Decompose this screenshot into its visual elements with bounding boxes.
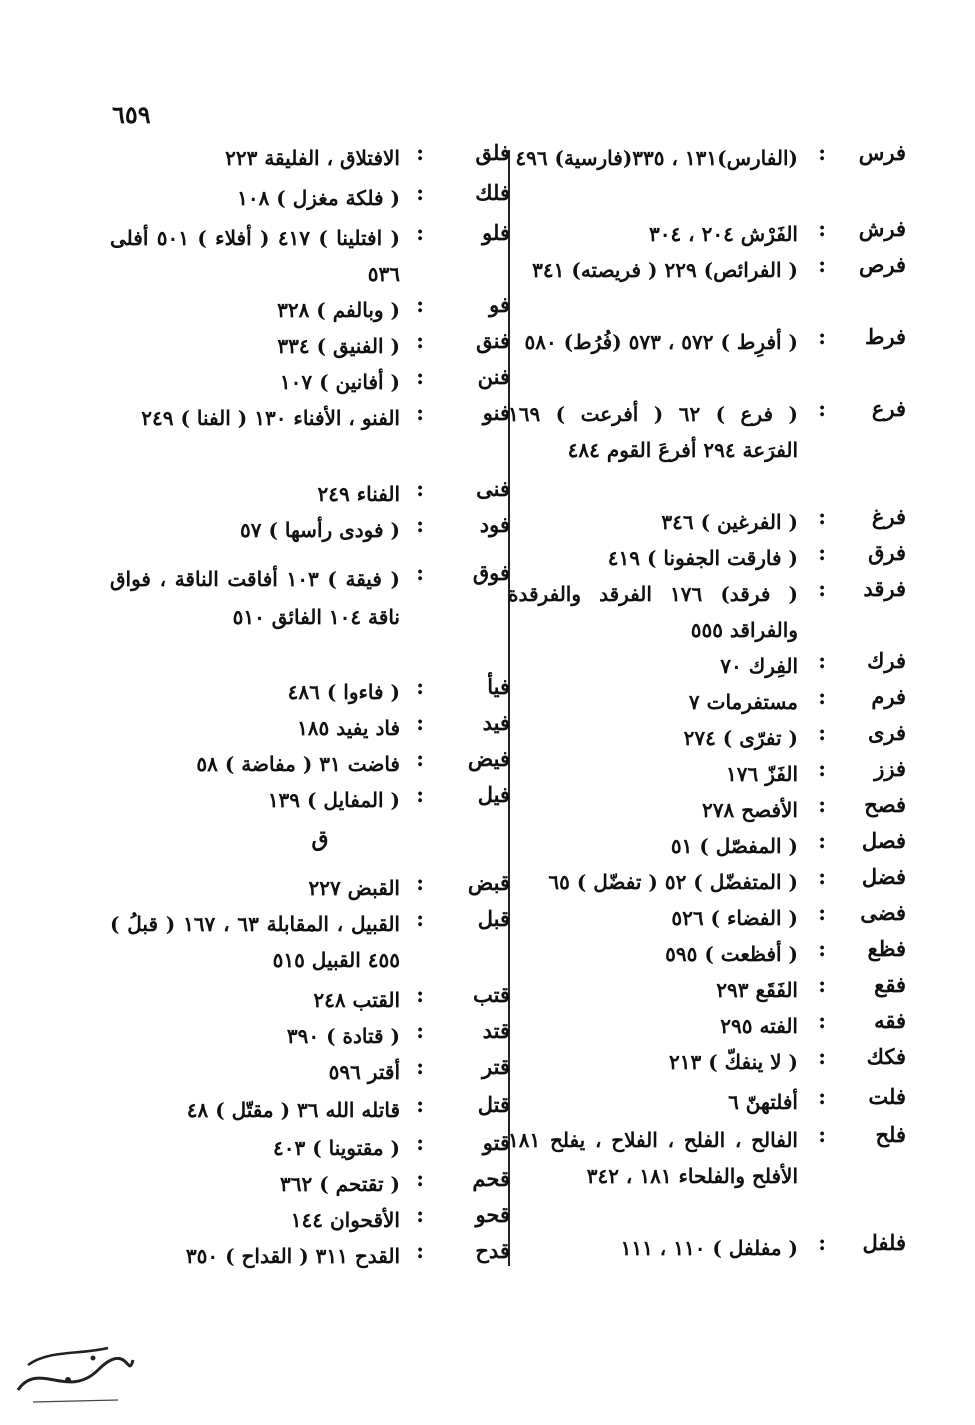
entry-root: فرص: [858, 252, 906, 277]
entry-root: قتر: [482, 1054, 510, 1079]
entry-colon: :: [818, 252, 826, 277]
entry-text: ( الفرائص) ٢٢٩ ( فريصته) ٣٤١: [532, 258, 798, 282]
entry-root: فلت: [868, 1084, 906, 1109]
entry-colon: :: [416, 140, 424, 165]
library-stamp-logo: [8, 1330, 138, 1410]
entry-colon: :: [416, 1130, 424, 1155]
entry-text: (الفارس)١٣١ ، ٣٣٥(فارسية) ٤٩٦: [515, 146, 798, 170]
entry-root: فنو: [482, 400, 510, 425]
entry-root: فرغ: [871, 504, 906, 529]
entry-root: فضل: [861, 864, 906, 889]
entry-colon: :: [818, 1084, 826, 1109]
entry-root: فرقد: [863, 576, 906, 601]
entry-colon: :: [818, 900, 826, 925]
entry-text: ( مفلفل ) ١١٠ ، ١١١: [620, 1236, 798, 1260]
entry-root: فلك: [475, 180, 510, 205]
entry-text: فاد يفيد ١٨٥: [297, 716, 400, 740]
entry-text: ( فرقد) ١٧٦ الفرقد والفرقدة والفراقد ٥٥٥: [508, 582, 798, 642]
entry-root: قتد: [482, 1018, 510, 1043]
entry-root: فرش: [858, 216, 906, 241]
entry-text: ( فيقة ) ١٠٣ أفاقت الناقة ، فواق ناقة ١٠٤ الفائق ٥١٠: [110, 567, 401, 629]
entry-colon: :: [818, 1122, 826, 1147]
entry-text: الفِرك ٧٠: [720, 654, 798, 678]
entry-colon: :: [416, 364, 424, 389]
entry-colon: :: [818, 792, 826, 817]
entry-colon: :: [416, 560, 424, 585]
entry-text: ( تقتحم ) ٣٦٢: [280, 1172, 400, 1196]
entry-text: ( المتفضّل ) ٥٢ ( تفضّل ) ٦٥: [548, 870, 798, 894]
entry-text: الفته ٢٩٥: [720, 1014, 798, 1038]
entry-root: فلق: [475, 140, 510, 165]
entry-root: قتب: [473, 982, 510, 1007]
entry-text: مستفرمات ٧: [688, 690, 798, 714]
entry-colon: :: [818, 504, 826, 529]
entry-text: ( أفظعت ) ٥٩٥: [665, 942, 798, 966]
entry-text: الفَزّ ١٧٦: [726, 762, 798, 786]
entry-colon: :: [416, 400, 424, 425]
entry-colon: :: [416, 1238, 424, 1263]
section-letter: ق: [311, 826, 329, 852]
entry-text: ( وبالفم ) ٣٢٨: [277, 298, 400, 322]
entry-root: فلفل: [862, 1230, 906, 1255]
entry-text: الافتلاق ، الفليقة ٢٢٣: [225, 146, 400, 170]
entry-text: القبيل ، المقابلة ٦٣ ، ١٦٧ ( قبلُ ) ٤٥٥ القبيل ٥١٥: [110, 912, 400, 972]
entry-root: قحو: [475, 1202, 510, 1227]
entry-colon: :: [416, 328, 424, 353]
entry-root: فضى: [860, 900, 906, 925]
entry-root: قتل: [477, 1092, 510, 1117]
entry-root: فيأ: [487, 674, 510, 699]
entry-root: فرك: [867, 648, 906, 673]
entry-text: ( قتادة ) ٣٩٠: [286, 1024, 400, 1048]
entry-text: ( المفايل ) ١٣٩: [267, 788, 400, 812]
entry-root: فيل: [477, 782, 510, 807]
entry-colon: :: [818, 648, 826, 673]
entry-colon: :: [416, 292, 424, 317]
entry-colon: :: [416, 782, 424, 807]
entry-root: فقع: [874, 972, 906, 997]
entry-text: فاضت ٣١ ( مفاضة ) ٥٨: [196, 752, 400, 776]
entry-text: ( لا ينفكّ ) ٢١٣: [669, 1050, 798, 1074]
entry-root: فود: [479, 512, 510, 537]
entry-colon: :: [818, 576, 826, 601]
entry-text: ( الفضاء ) ٥٢٦: [671, 906, 798, 930]
entry-text: ( فارقت الجفونا ) ٤١٩: [607, 546, 798, 570]
entry-colon: :: [416, 674, 424, 699]
entry-root: قدح: [475, 1238, 510, 1263]
entry-colon: :: [818, 720, 826, 745]
entry-root: فرم: [871, 684, 906, 709]
entry-root: فو: [489, 292, 510, 317]
entry-colon: :: [818, 1230, 826, 1255]
entry-root: فلو: [482, 220, 510, 245]
entry-root: قبل: [477, 906, 510, 931]
entry-colon: :: [416, 982, 424, 1007]
entry-text: ( أفانين ) ١٠٧: [279, 370, 400, 394]
entry-root: قتو: [482, 1130, 510, 1155]
entry-colon: :: [818, 216, 826, 241]
entry-text: القتب ٢٤٨: [313, 988, 400, 1012]
entry-text: ( أفرِط ) ٥٧٢ ، ٥٧٣ (فُرُط) ٥٨٠: [524, 330, 798, 354]
entry-root: فنى: [476, 476, 510, 501]
entry-root: فصل: [861, 828, 906, 853]
entry-colon: :: [416, 1092, 424, 1117]
entry-root: قحم: [472, 1166, 510, 1191]
entry-colon: :: [416, 1166, 424, 1191]
entry-colon: :: [416, 870, 424, 895]
entry-colon: :: [818, 864, 826, 889]
entry-colon: :: [818, 828, 826, 853]
entry-text: قاتله الله ٣٦ ( مقتّل ) ٤٨: [186, 1098, 400, 1122]
entry-colon: :: [818, 540, 826, 565]
entry-text: الفالح ، الفلح ، الفلاح ، يفلح ١٨١ الأفلح والفلحاء ١٨١ ، ٣٤٢: [508, 1128, 798, 1188]
entry-colon: :: [818, 1044, 826, 1069]
entry-root: فنق: [476, 328, 510, 353]
entry-root: فوق: [472, 560, 510, 585]
page-number: ٦٥٩: [112, 100, 151, 129]
entry-root: فكك: [866, 1044, 906, 1069]
entry-root: فصح: [864, 792, 906, 817]
entry-root: فظع: [867, 936, 906, 961]
entry-colon: :: [416, 220, 424, 245]
entry-text: ( تفرّى ) ٢٧٤: [683, 726, 798, 750]
entry-colon: :: [416, 180, 424, 205]
entry-colon: :: [818, 936, 826, 961]
entry-text: ( الفرغين ) ٣٤٦: [661, 510, 798, 534]
entry-root: فنن: [477, 364, 510, 389]
entry-colon: :: [818, 324, 826, 349]
entry-root: فرع: [871, 396, 906, 421]
entry-colon: :: [818, 396, 826, 421]
entry-text: القدح ٣١١ ( القداح ) ٣٥٠: [185, 1244, 400, 1268]
entry-colon: :: [416, 1018, 424, 1043]
entry-text: الفَقَع ٢٩٣: [716, 978, 798, 1002]
entry-colon: :: [416, 746, 424, 771]
entry-colon: :: [818, 140, 826, 165]
entry-root: فرى: [867, 720, 906, 745]
entry-text: الفَرْش ٢٠٤ ، ٣٠٤: [648, 222, 798, 246]
entry-colon: :: [416, 1202, 424, 1227]
entry-text: أقتر ٥٩٦: [328, 1060, 400, 1084]
entry-colon: :: [416, 512, 424, 537]
entry-colon: :: [818, 684, 826, 709]
entry-colon: :: [416, 1054, 424, 1079]
entry-root: فقه: [874, 1008, 906, 1033]
entry-text: ( افتلينا ) ٤١٧ ( أفلاء ) ٥٠١ أفلى ٥٣٦: [110, 226, 400, 286]
entry-text: الأقحوان ١٤٤: [290, 1208, 400, 1232]
entry-colon: :: [416, 710, 424, 735]
entry-root: فيض: [467, 746, 510, 771]
entry-text: القبض ٢٢٧: [308, 876, 400, 900]
entry-colon: :: [416, 906, 424, 931]
entry-root: قبض: [467, 870, 510, 895]
entry-colon: :: [818, 756, 826, 781]
entry-root: فرس: [858, 140, 906, 165]
entry-colon: :: [818, 972, 826, 997]
entry-colon: :: [416, 476, 424, 501]
entry-text: ( فودى رأسها ) ٥٧: [240, 518, 400, 542]
entry-root: فيد: [482, 710, 510, 735]
entry-text: ( فاءوا ) ٤٨٦: [287, 680, 400, 704]
entry-root: فرط: [864, 324, 906, 349]
entry-text: ( الفنيق ) ٣٣٤: [277, 334, 400, 358]
entry-text: الفنو ، الأفناء ١٣٠ ( الفنا ) ٢٤٩: [141, 406, 400, 430]
entry-text: أفلتهنّ ٦: [728, 1090, 798, 1114]
entry-text: الأفصح ٢٧٨: [702, 798, 798, 822]
entry-text: ( فلكة مغزل ) ١٠٨: [237, 186, 400, 210]
entry-colon: :: [818, 1008, 826, 1033]
entry-text: ( مقتوينا ) ٤٠٣: [273, 1136, 400, 1160]
entry-text: الفناء ٢٤٩: [317, 482, 400, 506]
entry-text: ( المفصّل ) ٥١: [670, 834, 798, 858]
entry-root: فلح: [875, 1122, 906, 1147]
entry-root: فرق: [868, 540, 906, 565]
entry-text: ( فرع ) ٦٢ ( أفرعت ) ١٦٩ الفرَعة ٢٩٤ أفرعَ القوم ٤٨٤: [508, 402, 798, 462]
entry-root: فزز: [874, 756, 906, 781]
